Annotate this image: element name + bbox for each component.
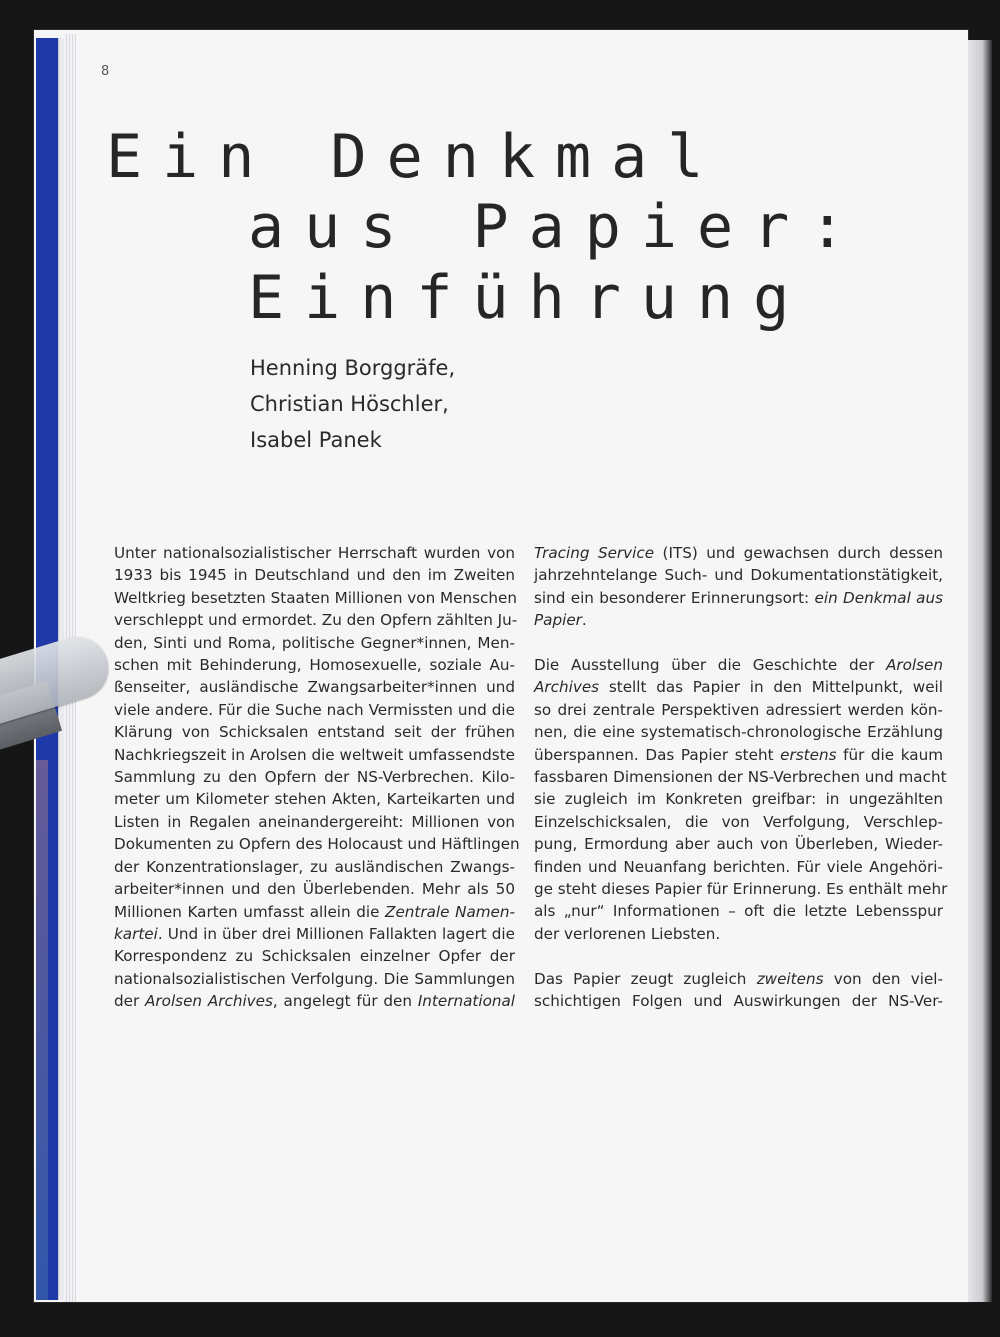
body-line: schichtigen Folgen und Auswirkungen der NS-Ver- bbox=[534, 992, 943, 1011]
italic-term: zweitens bbox=[756, 969, 824, 988]
author-3: Isabel Panek bbox=[250, 428, 382, 452]
body-line: ge steht dieses Papier für Erinnerung. Es enthält mehr bbox=[534, 880, 948, 899]
body-line: 1933 bis 1945 in Deutschland und den im Zweiten bbox=[114, 566, 515, 585]
body-line: als „nur“ Informationen – oft die letzte Lebensspur bbox=[534, 902, 943, 921]
body-line: der Konzentrationslager, zu ausländischen Zwangs- bbox=[114, 857, 515, 876]
body-column-left bbox=[114, 542, 520, 1013]
body-line: finden und Neuanfang berichten. Für viele Angehöri- bbox=[534, 857, 943, 876]
body-line: ßenseiter, ausländische Zwangsarbeiter*innen und bbox=[114, 678, 515, 697]
body-line: der verlorenen Liebsten. bbox=[534, 924, 721, 943]
body-text: Millionen Karten umfasst allein die bbox=[114, 902, 380, 921]
body-line bbox=[114, 901, 515, 923]
author-1: Henning Borggräfe, bbox=[250, 356, 456, 380]
body-line: Klärung von Schicksalen entstand seit der frühen bbox=[114, 723, 515, 742]
body-line: Nachkriegszeit in Arolsen die weltweit umfassendste bbox=[114, 745, 515, 764]
body-text: der bbox=[114, 992, 140, 1011]
body-line: Unter nationalsozialistischer Herrschaft wurden von bbox=[114, 544, 515, 562]
body-text: sind ein besonderer Erinnerungsort: bbox=[534, 588, 815, 607]
body-text: überspannen. Das Papier steht bbox=[534, 745, 781, 764]
italic-term: Arolsen bbox=[885, 656, 943, 675]
right-page-edge bbox=[968, 40, 992, 1302]
body-line: jahrzehntelange Such- und Dokumentationstätigkeit, bbox=[534, 566, 943, 585]
body-line: pung, Ermordung aber auch von Überleben, Wieder- bbox=[534, 835, 943, 854]
page-number: 8 bbox=[101, 64, 110, 79]
body-line: schen mit Behinderung, Homosexuelle, soziale Au- bbox=[114, 656, 515, 675]
italic-term: erstens bbox=[780, 745, 837, 764]
body-line: Dokumenten zu Opfern des Holocaust und Häftlingen bbox=[114, 835, 520, 854]
body-text: von den viel- bbox=[823, 969, 943, 988]
body-line bbox=[534, 744, 943, 766]
body-line: Einzelschicksalen, die von Verfolgung, Verschlep- bbox=[534, 812, 943, 831]
italic-term: ein Denkmal aus bbox=[814, 588, 943, 607]
body-text: für die kaum bbox=[836, 745, 943, 764]
title-line-3: Einführung bbox=[248, 263, 810, 333]
body-text: Das Papier zeugt zugleich bbox=[534, 969, 757, 988]
body-line bbox=[114, 923, 515, 945]
body-text: , angelegt für den bbox=[272, 992, 413, 1011]
body-line: nationalsozialistischen Verfolgung. Die Sammlungen bbox=[114, 969, 515, 988]
title-line-2: aus Papier: bbox=[248, 192, 866, 262]
body-line bbox=[534, 654, 943, 676]
body-column-right bbox=[534, 542, 948, 1013]
body-line bbox=[534, 587, 943, 609]
body-line: so drei zentrale Perspektiven adressiert werden kön- bbox=[534, 700, 943, 719]
body-text: Die Ausstellung über die Geschichte der bbox=[534, 656, 875, 675]
body-line bbox=[534, 609, 943, 631]
body-text: . Und in über drei Millionen Fallakten lagert die bbox=[157, 924, 515, 943]
italic-term: Arolsen Archives bbox=[145, 992, 273, 1011]
body-line bbox=[534, 542, 943, 564]
italic-term: Archives bbox=[534, 678, 600, 697]
body-line: meter um Kilometer stehen Akten, Karteikarten und bbox=[114, 790, 515, 809]
body-line: Listen in Regalen aneinandergereiht: Millionen von bbox=[114, 812, 515, 831]
paragraph-gap bbox=[534, 632, 943, 654]
italic-term: International bbox=[417, 992, 516, 1011]
italic-term: kartei bbox=[114, 924, 158, 943]
body-line bbox=[534, 676, 943, 698]
body-line: fassbaren Dimensionen der NS-Verbrechen und macht bbox=[534, 768, 947, 787]
body-line: sie zugleich im Konkreten greifbar: in ungezählten bbox=[534, 790, 943, 809]
body-text: . bbox=[581, 611, 587, 630]
italic-term: Zentrale Namen- bbox=[385, 902, 516, 921]
italic-term: Papier bbox=[534, 611, 582, 630]
body-line bbox=[534, 968, 943, 990]
colored-edge-tint bbox=[36, 760, 48, 1300]
title-line-1: Ein Denkmal bbox=[106, 122, 724, 192]
body-line: Weltkrieg besetzten Staaten Millionen von Menschen bbox=[114, 588, 517, 607]
body-line: nen, die eine systematisch-chronologische Erzählung bbox=[534, 723, 943, 742]
body-line: arbeiter*innen und den Überlebenden. Mehr als 50 bbox=[114, 880, 515, 899]
paragraph-gap bbox=[534, 945, 943, 967]
italic-term: Tracing Service bbox=[534, 544, 655, 562]
body-line: verschleppt und ermordet. Zu den Opfern zählten Ju- bbox=[114, 611, 518, 630]
body-line: Sammlung zu den Opfern der NS-Verbrechen. Kilo- bbox=[114, 768, 515, 787]
body-text: (ITS) und gewachsen durch dessen bbox=[654, 544, 943, 562]
body-line: viele andere. Für die Suche nach Vermissten und die bbox=[114, 700, 515, 719]
body-text: stellt das Papier in den Mittelpunkt, weil bbox=[599, 678, 943, 697]
body-line bbox=[114, 990, 515, 1012]
author-2: Christian Höschler, bbox=[250, 392, 449, 416]
body-line: Korrespondenz zu Schicksalen einzelner Opfer der bbox=[114, 947, 515, 966]
body-line: den, Sinti und Roma, politische Gegner*innen, Men- bbox=[114, 633, 515, 652]
